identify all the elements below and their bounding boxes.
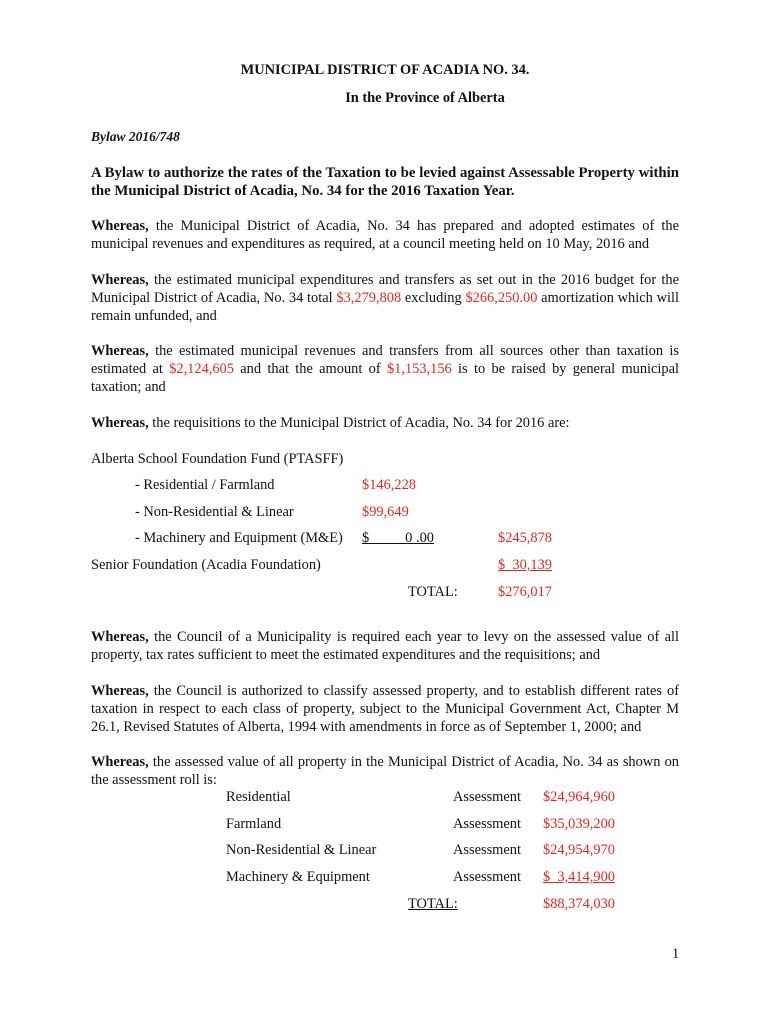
paragraph-text: the assessed value of all property in the Municipal District of Acadia, No. 34 as shown on the assessment roll is: xyxy=(91,754,679,788)
assessment-total-label: TOTAL: xyxy=(408,896,458,912)
whereas-paragraph-4 xyxy=(91,414,679,432)
machinery-label: - Machinery and Equipment (M&E) xyxy=(135,530,343,546)
document-subtitle: In the Province of Alberta xyxy=(345,90,505,106)
whereas-label: Whereas, xyxy=(91,415,149,431)
whereas-label: Whereas, xyxy=(91,272,149,288)
revenue-amount: $2,124,605 xyxy=(169,361,234,377)
whereas-paragraph-5 xyxy=(91,628,679,664)
assessment-row-value: $24,954,970 xyxy=(543,842,615,858)
whereas-paragraph-2 xyxy=(91,271,679,325)
senior-foundation-value: $ 30,139 xyxy=(498,557,552,573)
whereas-label: Whereas, xyxy=(91,218,149,234)
assessment-word: Assessment xyxy=(453,789,521,805)
assessment-row-value: $24,964,960 xyxy=(543,789,615,805)
paragraph-text: the Council of a Municipality is required each year to levy on the assessed value of all property, tax rates sufficient to meet the estimated expenditures and the requisitions; and xyxy=(91,629,679,663)
paragraph-text: the requisitions to the Municipal District of Acadia, No. 34 for 2016 are: xyxy=(148,415,570,431)
amortization-amount: $266,250.00 xyxy=(465,290,538,306)
paragraph-text: is to be raised by general municipal taxation; and xyxy=(91,361,679,395)
non-residential-value: $99,649 xyxy=(362,504,409,520)
residential-farmland-value: $146,228 xyxy=(362,477,416,493)
whereas-paragraph-6 xyxy=(91,682,679,736)
assessment-row-value: $35,039,200 xyxy=(543,816,615,832)
residential-farmland-label: - Residential / Farmland xyxy=(135,477,275,493)
paragraph-text: the Council is authorized to classify assessed property, and to establish different rates of taxation in respect to each class of property, subject to the Municipal Government Act, Chapter M 26.1, Revised Statutes of Alberta, 1994 with amendments in force as of September 1, 2000; and xyxy=(91,683,679,735)
assessment-row-label: Machinery & Equipment xyxy=(226,869,370,885)
paragraph-text: the estimated municipal expenditures and transfers as set out in the 2016 budget for the Municipal District of Acadia, No. 34 total xyxy=(91,272,679,306)
whereas-label: Whereas, xyxy=(91,754,149,770)
whereas-paragraph-1 xyxy=(91,217,679,253)
paragraph-text: the Municipal District of Acadia, No. 34 has prepared and adopted estimates of the municipal revenues and expenditures as required, at a council meeting held on 10 May, 2016 and xyxy=(91,218,679,252)
assessment-word: Assessment xyxy=(453,869,521,885)
document-title: MUNICIPAL DISTRICT OF ACADIA NO. 34. xyxy=(240,62,530,78)
assessment-total-value: $88,374,030 xyxy=(543,896,615,912)
assessment-row-label: Farmland xyxy=(226,816,282,832)
paragraph-text: the estimated municipal revenues and transfers from all sources other than taxation is estimated at xyxy=(91,343,679,377)
senior-foundation-label: Senior Foundation (Acadia Foundation) xyxy=(91,557,321,573)
bylaw-number: Bylaw 2016/748 xyxy=(91,129,180,144)
whereas-label: Whereas, xyxy=(91,629,149,645)
requisitions-total-value: $276,017 xyxy=(498,584,552,600)
taxation-amount: $1,153,156 xyxy=(386,361,452,377)
paragraph-text: and that the amount of xyxy=(233,361,387,377)
whereas-label: Whereas, xyxy=(91,683,149,699)
assessment-row-label: Non-Residential & Linear xyxy=(226,842,377,858)
fund-title: Alberta School Foundation Fund (PTASFF) xyxy=(91,451,344,467)
bylaw-heading: A Bylaw to authorize the rates of the Taxation to be levied against Assessable Property within the Municipal District of Acadia, No. 34 for the 2016 Taxation Year. xyxy=(91,165,679,199)
whereas-label: Whereas, xyxy=(91,343,149,359)
assessment-row-value: $ 3,414,900 xyxy=(543,869,615,885)
non-residential-label: - Non-Residential & Linear xyxy=(135,504,294,520)
page-number: 1 xyxy=(672,946,680,962)
assessment-word: Assessment xyxy=(453,842,521,858)
fund-total: $245,878 xyxy=(498,530,552,546)
requisitions-total-label: TOTAL: xyxy=(408,584,458,600)
paragraph-text: amortization which will remain unfunded, and xyxy=(91,290,679,324)
paragraph-text: excluding xyxy=(401,290,466,306)
assessment-word: Assessment xyxy=(453,816,521,832)
assessment-row-label: Residential xyxy=(226,789,291,805)
machinery-value: $ 0 .00 xyxy=(362,530,434,546)
expenditures-amount: $3,279,808 xyxy=(336,290,402,306)
whereas-paragraph-3 xyxy=(91,342,679,396)
whereas-paragraph-7 xyxy=(91,753,679,789)
